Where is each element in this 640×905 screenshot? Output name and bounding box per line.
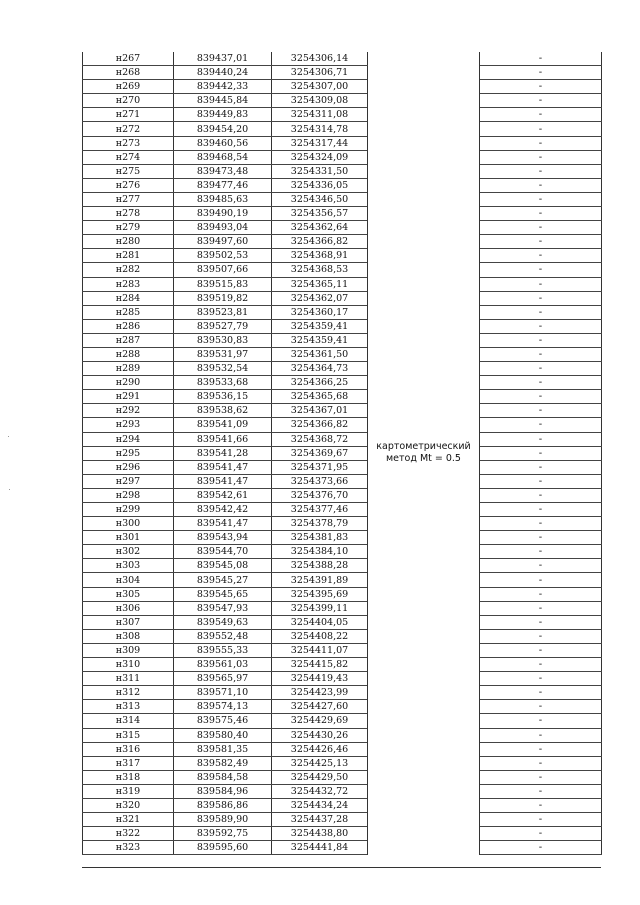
y-coordinate-cell: 3254309,08: [272, 94, 368, 108]
y-coordinate-cell: 3254366,82: [272, 418, 368, 432]
table-row: [83, 517, 602, 531]
point-id-cell: н280: [83, 235, 174, 249]
y-coordinate-cell: 3254369,67: [272, 446, 368, 460]
note-cell: -: [480, 587, 602, 601]
point-id-cell: н312: [83, 686, 174, 700]
note-cell: -: [480, 333, 602, 347]
table-row: [83, 827, 602, 841]
point-id-cell: н304: [83, 573, 174, 587]
x-coordinate-cell: 839584,96: [174, 784, 272, 798]
y-coordinate-cell: 3254430,26: [272, 728, 368, 742]
y-coordinate-cell: 3254364,73: [272, 362, 368, 376]
x-coordinate-cell: 839523,81: [174, 305, 272, 319]
point-id-cell: н272: [83, 122, 174, 136]
point-id-cell: н269: [83, 80, 174, 94]
note-cell: -: [480, 728, 602, 742]
y-coordinate-cell: 3254366,25: [272, 376, 368, 390]
x-coordinate-cell: 839437,01: [174, 52, 272, 66]
y-coordinate-cell: 3254365,68: [272, 390, 368, 404]
table-row: [83, 587, 602, 601]
note-cell: -: [480, 827, 602, 841]
note-cell: -: [480, 192, 602, 206]
y-coordinate-cell: 3254441,84: [272, 841, 368, 855]
x-coordinate-cell: 839545,65: [174, 587, 272, 601]
table-row: [83, 813, 602, 827]
x-coordinate-cell: 839542,42: [174, 503, 272, 517]
table-row: [83, 418, 602, 432]
table-row: [83, 714, 602, 728]
x-coordinate-cell: 839460,56: [174, 136, 272, 150]
table-row: [83, 531, 602, 545]
point-id-cell: н267: [83, 52, 174, 66]
point-id-cell: н291: [83, 390, 174, 404]
point-id-cell: н321: [83, 813, 174, 827]
table-row: [83, 629, 602, 643]
point-id-cell: н313: [83, 700, 174, 714]
table-row: [83, 235, 602, 249]
note-cell: -: [480, 658, 602, 672]
table-row: [83, 66, 602, 80]
note-cell: -: [480, 629, 602, 643]
note-cell: -: [480, 446, 602, 460]
note-cell: -: [480, 305, 602, 319]
point-id-cell: н301: [83, 531, 174, 545]
point-id-cell: н284: [83, 291, 174, 305]
x-coordinate-cell: 839454,20: [174, 122, 272, 136]
x-coordinate-cell: 839440,24: [174, 66, 272, 80]
note-cell: -: [480, 601, 602, 615]
y-coordinate-cell: 3254429,69: [272, 714, 368, 728]
y-coordinate-cell: 3254359,41: [272, 319, 368, 333]
y-coordinate-cell: 3254426,46: [272, 742, 368, 756]
table-row: [83, 207, 602, 221]
point-id-cell: н311: [83, 672, 174, 686]
point-id-cell: н299: [83, 503, 174, 517]
y-coordinate-cell: 3254408,22: [272, 629, 368, 643]
y-coordinate-cell: 3254419,43: [272, 672, 368, 686]
point-id-cell: н296: [83, 460, 174, 474]
x-coordinate-cell: 839552,48: [174, 629, 272, 643]
note-cell: -: [480, 178, 602, 192]
x-coordinate-cell: 839580,40: [174, 728, 272, 742]
table-row: [83, 474, 602, 488]
point-id-cell: н307: [83, 615, 174, 629]
point-id-cell: н318: [83, 770, 174, 784]
y-coordinate-cell: 3254429,50: [272, 770, 368, 784]
x-coordinate-cell: 839449,83: [174, 108, 272, 122]
x-coordinate-cell: 839515,83: [174, 277, 272, 291]
x-coordinate-cell: 839445,84: [174, 94, 272, 108]
x-coordinate-cell: 839549,63: [174, 615, 272, 629]
x-coordinate-cell: 839490,19: [174, 207, 272, 221]
point-id-cell: н309: [83, 643, 174, 657]
x-coordinate-cell: 839589,90: [174, 813, 272, 827]
point-id-cell: н276: [83, 178, 174, 192]
note-cell: -: [480, 460, 602, 474]
y-coordinate-cell: 3254434,24: [272, 798, 368, 812]
table-row: [83, 841, 602, 855]
note-cell: -: [480, 798, 602, 812]
table-row: [83, 249, 602, 263]
x-coordinate-cell: 839545,27: [174, 573, 272, 587]
note-cell: -: [480, 263, 602, 277]
x-coordinate-cell: 839493,04: [174, 221, 272, 235]
x-coordinate-cell: 839527,79: [174, 319, 272, 333]
x-coordinate-cell: 839530,83: [174, 333, 272, 347]
note-cell: -: [480, 672, 602, 686]
table-row: [83, 319, 602, 333]
y-coordinate-cell: 3254384,10: [272, 545, 368, 559]
point-id-cell: н293: [83, 418, 174, 432]
point-id-cell: н310: [83, 658, 174, 672]
table-row: [83, 80, 602, 94]
note-cell: -: [480, 545, 602, 559]
y-coordinate-cell: 3254317,44: [272, 136, 368, 150]
note-cell: -: [480, 362, 602, 376]
y-coordinate-cell: 3254346,50: [272, 192, 368, 206]
y-coordinate-cell: 3254438,80: [272, 827, 368, 841]
scan-speck: [9, 489, 10, 490]
x-coordinate-cell: 839575,46: [174, 714, 272, 728]
note-cell: -: [480, 80, 602, 94]
note-cell: -: [480, 573, 602, 587]
note-cell: -: [480, 277, 602, 291]
coordinates-table: [82, 52, 602, 855]
y-coordinate-cell: 3254395,69: [272, 587, 368, 601]
table-row: [83, 305, 602, 319]
note-cell: -: [480, 221, 602, 235]
table-row: [83, 559, 602, 573]
point-id-cell: н300: [83, 517, 174, 531]
y-coordinate-cell: 3254361,50: [272, 347, 368, 361]
scan-speck: [8, 436, 9, 437]
table-row: [83, 770, 602, 784]
point-id-cell: н286: [83, 319, 174, 333]
x-coordinate-cell: 839592,75: [174, 827, 272, 841]
table-row: [83, 460, 602, 474]
y-coordinate-cell: 3254376,70: [272, 488, 368, 502]
note-cell: -: [480, 742, 602, 756]
note-cell: -: [480, 559, 602, 573]
table-row: [83, 658, 602, 672]
table-row: [83, 122, 602, 136]
point-id-cell: н323: [83, 841, 174, 855]
point-id-cell: н305: [83, 587, 174, 601]
table-row: [83, 376, 602, 390]
note-cell: -: [480, 319, 602, 333]
note-cell: -: [480, 390, 602, 404]
table-row: [83, 503, 602, 517]
y-coordinate-cell: 3254359,41: [272, 333, 368, 347]
point-id-cell: н314: [83, 714, 174, 728]
point-id-cell: н298: [83, 488, 174, 502]
x-coordinate-cell: 839574,13: [174, 700, 272, 714]
table-row: [83, 108, 602, 122]
y-coordinate-cell: 3254423,99: [272, 686, 368, 700]
table-row: [83, 488, 602, 502]
table-row: [83, 164, 602, 178]
x-coordinate-cell: 839582,49: [174, 756, 272, 770]
point-id-cell: н290: [83, 376, 174, 390]
table-row: [83, 615, 602, 629]
y-coordinate-cell: 3254367,01: [272, 404, 368, 418]
table-row: [83, 798, 602, 812]
table-row: [83, 432, 602, 446]
y-coordinate-cell: 3254427,60: [272, 700, 368, 714]
note-cell: -: [480, 517, 602, 531]
point-id-cell: н275: [83, 164, 174, 178]
table-row: [83, 291, 602, 305]
y-coordinate-cell: 3254425,13: [272, 756, 368, 770]
table-row: [83, 192, 602, 206]
table-row: [83, 601, 602, 615]
note-cell: -: [480, 164, 602, 178]
y-coordinate-cell: 3254331,50: [272, 164, 368, 178]
x-coordinate-cell: 839586,86: [174, 798, 272, 812]
point-id-cell: н289: [83, 362, 174, 376]
point-id-cell: н288: [83, 347, 174, 361]
x-coordinate-cell: 839538,62: [174, 404, 272, 418]
x-coordinate-cell: 839561,03: [174, 658, 272, 672]
x-coordinate-cell: 839541,47: [174, 517, 272, 531]
note-cell: -: [480, 347, 602, 361]
method-cell: [368, 52, 480, 855]
note-cell: -: [480, 488, 602, 502]
point-id-cell: н302: [83, 545, 174, 559]
x-coordinate-cell: 839541,47: [174, 474, 272, 488]
table-row: [83, 178, 602, 192]
table-row: [83, 52, 602, 66]
table-row: [83, 728, 602, 742]
point-id-cell: н319: [83, 784, 174, 798]
y-coordinate-cell: 3254368,53: [272, 263, 368, 277]
note-cell: -: [480, 66, 602, 80]
point-id-cell: н308: [83, 629, 174, 643]
note-cell: -: [480, 503, 602, 517]
x-coordinate-cell: 839473,48: [174, 164, 272, 178]
table-row: [83, 390, 602, 404]
table-row: [83, 756, 602, 770]
point-id-cell: н322: [83, 827, 174, 841]
table-row: [83, 136, 602, 150]
note-cell: -: [480, 784, 602, 798]
y-coordinate-cell: 3254373,66: [272, 474, 368, 488]
x-coordinate-cell: 839544,70: [174, 545, 272, 559]
note-cell: -: [480, 108, 602, 122]
y-coordinate-cell: 3254356,57: [272, 207, 368, 221]
point-id-cell: н294: [83, 432, 174, 446]
note-cell: -: [480, 432, 602, 446]
note-cell: -: [480, 770, 602, 784]
point-id-cell: н285: [83, 305, 174, 319]
note-cell: -: [480, 235, 602, 249]
table-row: [83, 446, 602, 460]
note-cell: -: [480, 756, 602, 770]
table-row: [83, 672, 602, 686]
y-coordinate-cell: 3254366,82: [272, 235, 368, 249]
table-row: [83, 150, 602, 164]
note-cell: -: [480, 404, 602, 418]
y-coordinate-cell: 3254311,08: [272, 108, 368, 122]
x-coordinate-cell: 839542,61: [174, 488, 272, 502]
x-coordinate-cell: 839502,53: [174, 249, 272, 263]
point-id-cell: н279: [83, 221, 174, 235]
note-cell: -: [480, 813, 602, 827]
point-id-cell: н268: [83, 66, 174, 80]
note-cell: -: [480, 841, 602, 855]
x-coordinate-cell: 839595,60: [174, 841, 272, 855]
table-row: [83, 573, 602, 587]
note-cell: -: [480, 94, 602, 108]
point-id-cell: н297: [83, 474, 174, 488]
table-row: [83, 404, 602, 418]
point-id-cell: н270: [83, 94, 174, 108]
x-coordinate-cell: 839545,08: [174, 559, 272, 573]
note-cell: -: [480, 700, 602, 714]
note-cell: -: [480, 122, 602, 136]
note-cell: -: [480, 714, 602, 728]
x-coordinate-cell: 839571,10: [174, 686, 272, 700]
y-coordinate-cell: 3254371,95: [272, 460, 368, 474]
table-bottom-border: [82, 867, 601, 868]
x-coordinate-cell: 839531,97: [174, 347, 272, 361]
x-coordinate-cell: 839507,66: [174, 263, 272, 277]
table-row: [83, 643, 602, 657]
table-row: [83, 347, 602, 361]
y-coordinate-cell: 3254432,72: [272, 784, 368, 798]
x-coordinate-cell: 839485,63: [174, 192, 272, 206]
note-cell: -: [480, 474, 602, 488]
note-cell: -: [480, 207, 602, 221]
note-cell: -: [480, 150, 602, 164]
x-coordinate-cell: 839519,82: [174, 291, 272, 305]
point-id-cell: н317: [83, 756, 174, 770]
table-row: [83, 94, 602, 108]
point-id-cell: н283: [83, 277, 174, 291]
table-row: [83, 700, 602, 714]
method-line-2: метод Mt = 0.5: [386, 453, 461, 465]
x-coordinate-cell: 839536,15: [174, 390, 272, 404]
x-coordinate-cell: 839555,33: [174, 643, 272, 657]
x-coordinate-cell: 839532,54: [174, 362, 272, 376]
y-coordinate-cell: 3254306,71: [272, 66, 368, 80]
y-coordinate-cell: 3254399,11: [272, 601, 368, 615]
y-coordinate-cell: 3254360,17: [272, 305, 368, 319]
point-id-cell: н281: [83, 249, 174, 263]
table-row: [83, 784, 602, 798]
y-coordinate-cell: 3254411,07: [272, 643, 368, 657]
point-id-cell: н273: [83, 136, 174, 150]
y-coordinate-cell: 3254377,46: [272, 503, 368, 517]
y-coordinate-cell: 3254404,05: [272, 615, 368, 629]
x-coordinate-cell: 839541,28: [174, 446, 272, 460]
x-coordinate-cell: 839565,97: [174, 672, 272, 686]
x-coordinate-cell: 839541,66: [174, 432, 272, 446]
point-id-cell: н277: [83, 192, 174, 206]
point-id-cell: н320: [83, 798, 174, 812]
y-coordinate-cell: 3254381,83: [272, 531, 368, 545]
point-id-cell: н274: [83, 150, 174, 164]
y-coordinate-cell: 3254437,28: [272, 813, 368, 827]
note-cell: -: [480, 615, 602, 629]
note-cell: -: [480, 531, 602, 545]
y-coordinate-cell: 3254368,91: [272, 249, 368, 263]
point-id-cell: н295: [83, 446, 174, 460]
x-coordinate-cell: 839497,60: [174, 235, 272, 249]
x-coordinate-cell: 839442,33: [174, 80, 272, 94]
point-id-cell: н287: [83, 333, 174, 347]
note-cell: -: [480, 418, 602, 432]
table-row: [83, 263, 602, 277]
table-row: [83, 277, 602, 291]
y-coordinate-cell: 3254391,89: [272, 573, 368, 587]
y-coordinate-cell: 3254388,28: [272, 559, 368, 573]
table-row: [83, 333, 602, 347]
note-cell: -: [480, 376, 602, 390]
table-row: [83, 362, 602, 376]
method-line-1: картометрический: [376, 441, 471, 453]
x-coordinate-cell: 839541,09: [174, 418, 272, 432]
point-id-cell: н303: [83, 559, 174, 573]
x-coordinate-cell: 839533,68: [174, 376, 272, 390]
table-row: [83, 742, 602, 756]
y-coordinate-cell: 3254336,05: [272, 178, 368, 192]
note-cell: -: [480, 136, 602, 150]
note-cell: -: [480, 291, 602, 305]
y-coordinate-cell: 3254306,14: [272, 52, 368, 66]
y-coordinate-cell: 3254368,72: [272, 432, 368, 446]
note-cell: -: [480, 249, 602, 263]
point-id-cell: н278: [83, 207, 174, 221]
point-id-cell: н271: [83, 108, 174, 122]
x-coordinate-cell: 839468,54: [174, 150, 272, 164]
table-row: [83, 686, 602, 700]
point-id-cell: н316: [83, 742, 174, 756]
y-coordinate-cell: 3254378,79: [272, 517, 368, 531]
note-cell: -: [480, 686, 602, 700]
point-id-cell: н306: [83, 601, 174, 615]
x-coordinate-cell: 839543,94: [174, 531, 272, 545]
x-coordinate-cell: 839581,35: [174, 742, 272, 756]
x-coordinate-cell: 839584,58: [174, 770, 272, 784]
x-coordinate-cell: 839547,93: [174, 601, 272, 615]
table-row: [83, 221, 602, 235]
x-coordinate-cell: 839477,46: [174, 178, 272, 192]
y-coordinate-cell: 3254324,09: [272, 150, 368, 164]
y-coordinate-cell: 3254307,00: [272, 80, 368, 94]
x-coordinate-cell: 839541,47: [174, 460, 272, 474]
note-cell: -: [480, 643, 602, 657]
point-id-cell: н282: [83, 263, 174, 277]
y-coordinate-cell: 3254362,07: [272, 291, 368, 305]
y-coordinate-cell: 3254314,78: [272, 122, 368, 136]
point-id-cell: н292: [83, 404, 174, 418]
y-coordinate-cell: 3254362,64: [272, 221, 368, 235]
point-id-cell: н315: [83, 728, 174, 742]
y-coordinate-cell: 3254415,82: [272, 658, 368, 672]
table-row: [83, 545, 602, 559]
y-coordinate-cell: 3254365,11: [272, 277, 368, 291]
note-cell: -: [480, 52, 602, 66]
coordinates-table-body: [83, 52, 602, 855]
